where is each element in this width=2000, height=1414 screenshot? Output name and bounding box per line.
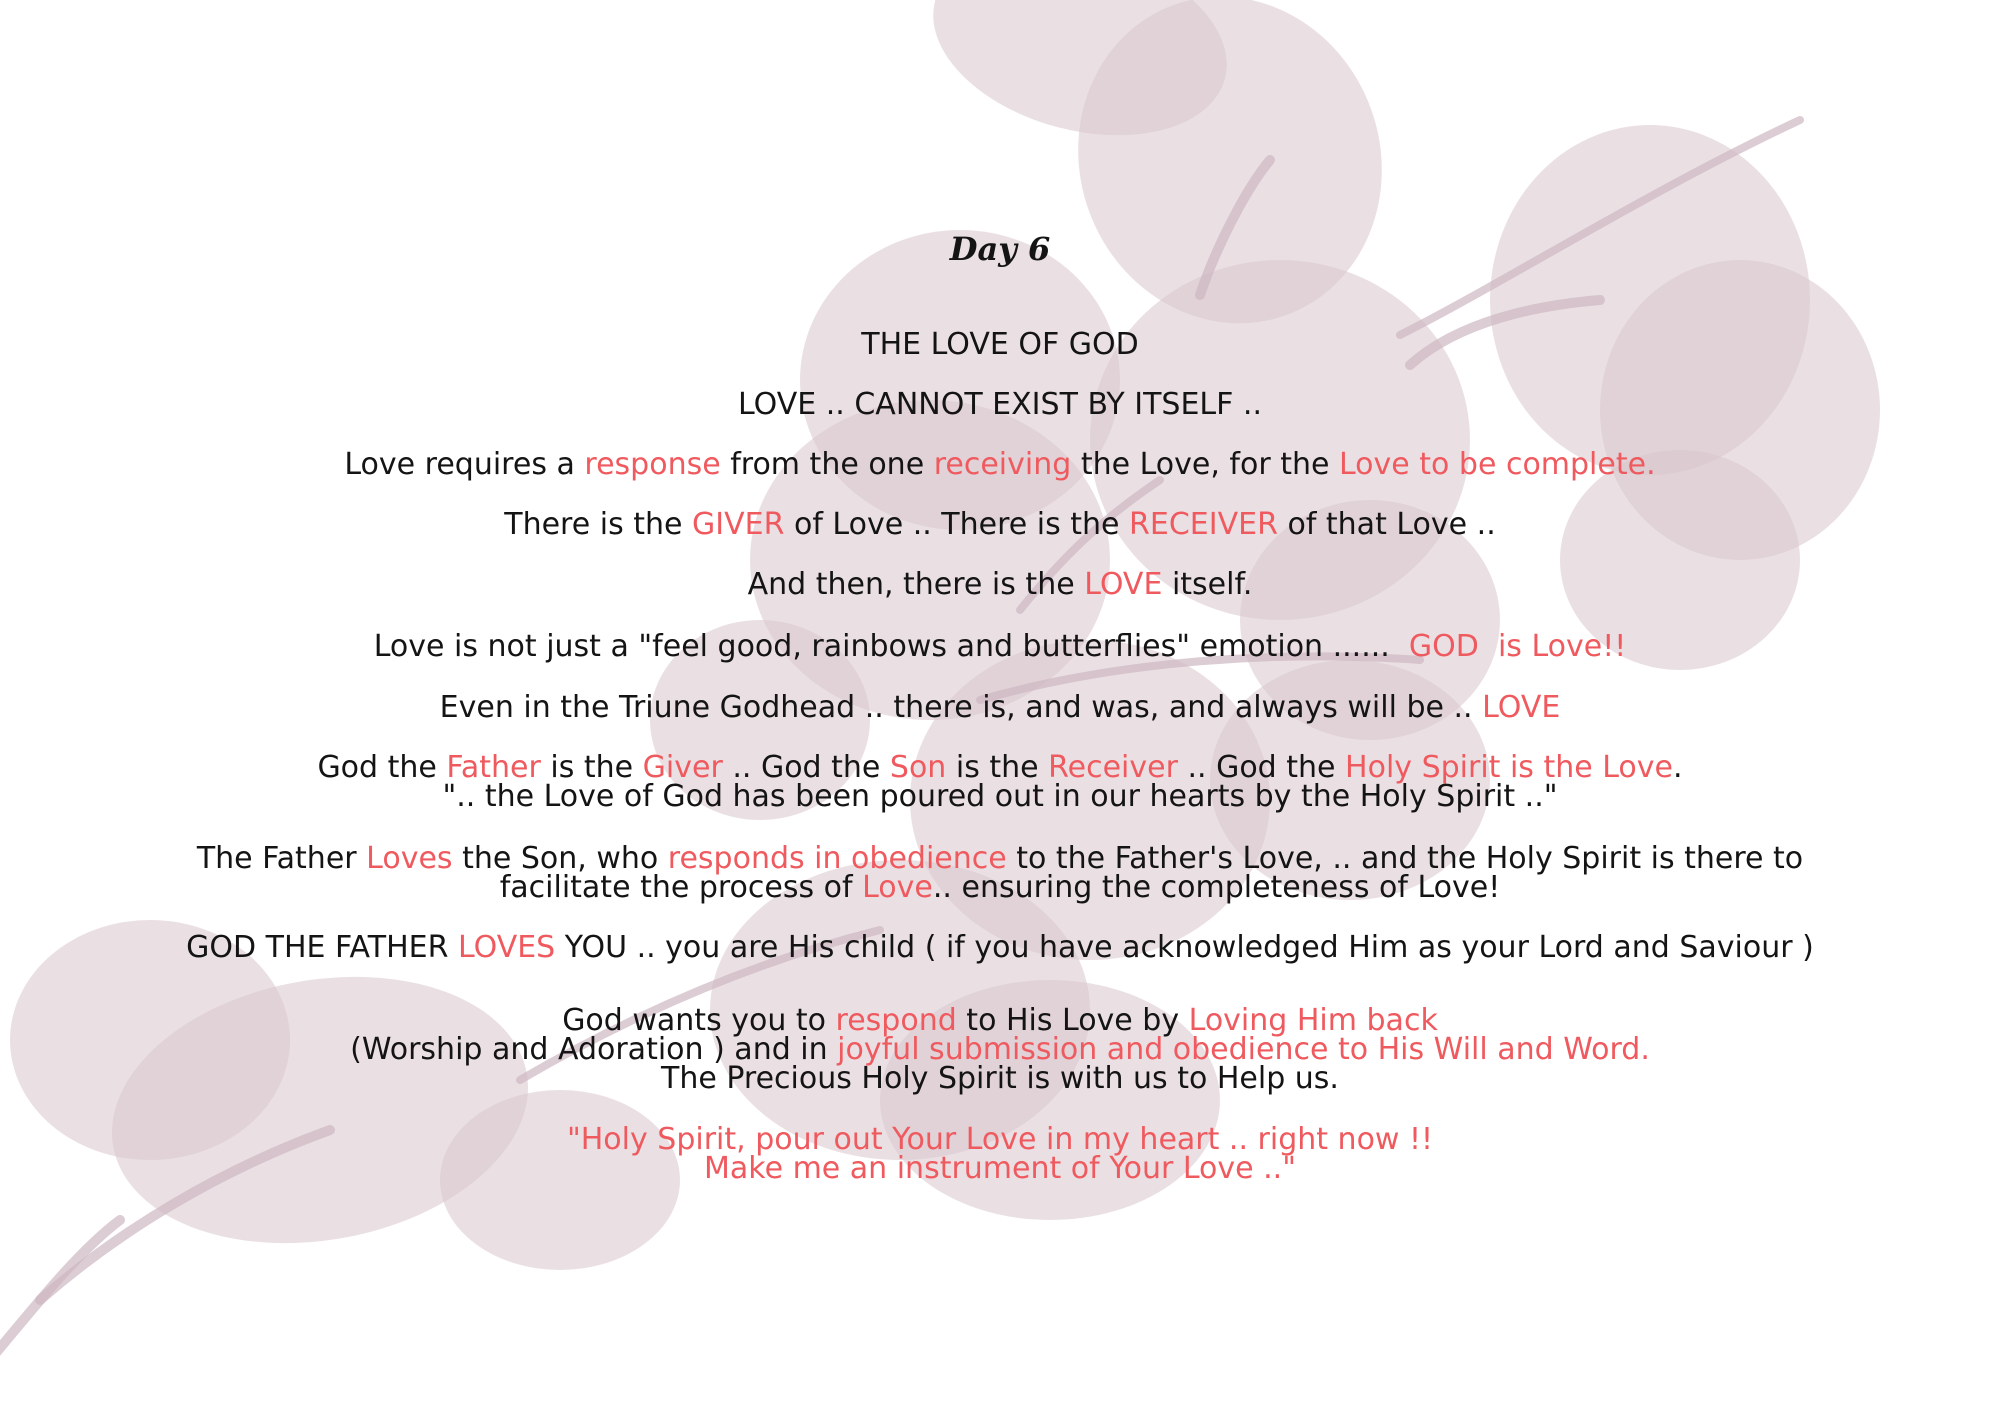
highlighted-text: Father — [446, 750, 541, 785]
text-line — [150, 1061, 1850, 1096]
text-segment: the Love, for the — [1071, 447, 1339, 482]
day-heading: Day 6 — [949, 230, 1051, 268]
text-segment: Even in the Triune Godhead .. there is, and was, and always will be .. — [439, 690, 1483, 725]
highlighted-text: Receiver — [1048, 750, 1178, 785]
text-segment: THE LOVE OF GOD — [861, 327, 1139, 362]
text-segment: from the one — [720, 447, 934, 482]
highlighted-text: joyful submission and obedience to His Will and Word. — [837, 1032, 1650, 1067]
devotional-text — [150, 0, 1850, 1414]
text-line — [150, 930, 1850, 965]
text-segment: GOD THE FATHER — [186, 930, 458, 965]
text-line — [150, 567, 1850, 602]
text-segment: .. God the — [1177, 750, 1346, 785]
text-segment: Love requires a — [344, 447, 585, 482]
highlighted-text: receiving — [933, 447, 1072, 482]
text-line — [150, 690, 1850, 725]
text-line — [150, 1151, 1850, 1186]
text-segment: to His Love by — [956, 1003, 1189, 1038]
text-segment: of that Love .. — [1277, 507, 1496, 542]
text-segment: .. God the — [722, 750, 890, 785]
text-segment: is the — [946, 750, 1049, 785]
text-segment: facilitate the process of — [499, 870, 863, 905]
highlighted-text: LOVE — [1084, 567, 1163, 602]
highlighted-text: RECEIVER — [1129, 507, 1278, 542]
highlighted-text: Holy Spirit is the Love — [1345, 750, 1673, 785]
text-line — [150, 387, 1850, 422]
highlighted-text: responds in obedience — [667, 841, 1007, 876]
text-line — [150, 870, 1850, 905]
highlighted-text: GOD is Love!! — [1408, 629, 1627, 664]
text-segment: itself. — [1162, 567, 1253, 602]
text-segment: God wants you to — [562, 1003, 836, 1038]
text-segment: of Love .. There is the — [784, 507, 1130, 542]
highlighted-text: Make me an instrument of Your Love .." — [704, 1151, 1296, 1186]
text-segment: ".. the Love of God has been poured out in our hearts by the Holy Spirit .." — [442, 779, 1558, 814]
text-line — [150, 779, 1850, 814]
text-line — [150, 447, 1850, 482]
highlighted-text: Loves — [366, 841, 453, 876]
highlighted-text: GIVER — [692, 507, 785, 542]
highlighted-text: LOVE — [1482, 690, 1561, 725]
text-segment: The Father — [196, 841, 367, 876]
highlighted-text: "Holy Spirit, pour out Your Love in my heart .. right now !! — [566, 1122, 1434, 1157]
text-segment: (Worship and Adoration ) and in — [350, 1032, 838, 1067]
text-segment: the Son, who — [452, 841, 668, 876]
text-segment: . — [1673, 750, 1683, 785]
highlighted-text: response — [584, 447, 721, 482]
text-line — [150, 629, 1850, 664]
text-line — [150, 327, 1850, 362]
text-segment: Love is not just a "feel good, rainbows and butterflies" emotion ...... — [373, 629, 1409, 664]
text-line — [150, 507, 1850, 542]
text-segment: LOVE .. CANNOT EXIST BY ITSELF .. — [738, 387, 1262, 422]
highlighted-text: Loving Him back — [1188, 1003, 1438, 1038]
highlighted-text: Son — [889, 750, 947, 785]
text-segment: YOU .. you are His child ( if you have acknowledged Him as your Lord and Saviour ) — [555, 930, 1814, 965]
text-segment: And then, there is the — [747, 567, 1085, 602]
highlighted-text: Love — [862, 870, 933, 905]
highlighted-text: Love to be complete. — [1338, 447, 1656, 482]
stem — [0, 1220, 120, 1360]
text-segment: The Precious Holy Spirit is with us to Help us. — [661, 1061, 1339, 1096]
text-segment: is the — [540, 750, 643, 785]
text-segment: There is the — [504, 507, 692, 542]
text-segment: .. ensuring the completeness of Love! — [932, 870, 1501, 905]
highlighted-text: Giver — [642, 750, 723, 785]
text-segment: to the Father's Love, .. and the Holy Spirit is there to — [1006, 841, 1804, 876]
highlighted-text: respond — [835, 1003, 957, 1038]
text-segment: God the — [317, 750, 447, 785]
highlighted-text: LOVES — [457, 930, 556, 965]
